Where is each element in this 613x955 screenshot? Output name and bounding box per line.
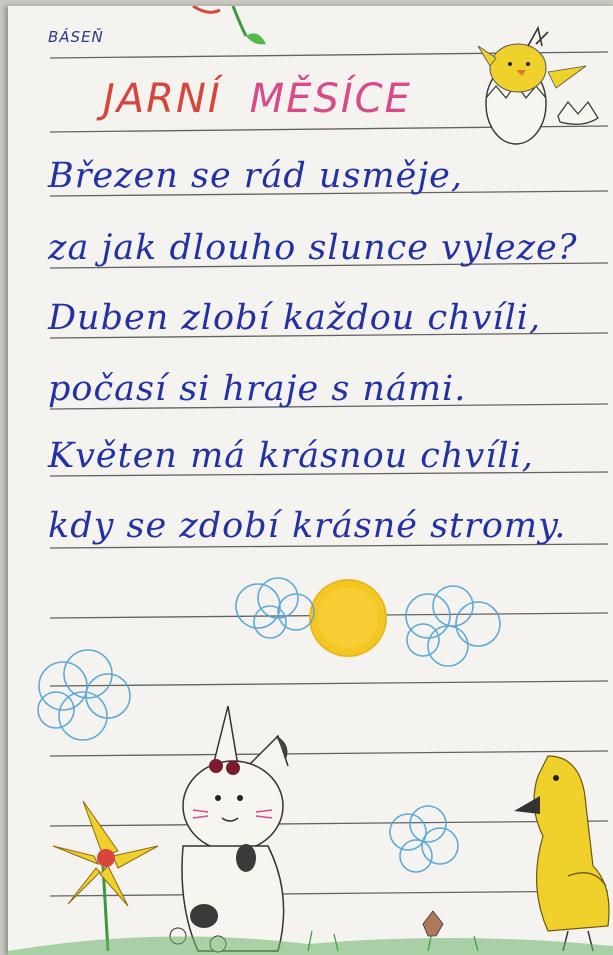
title-word-1: JARNÍ bbox=[103, 76, 222, 122]
poem-line-4: počasí si hraje s námi. bbox=[48, 369, 467, 409]
poem-line-1: Březen se rád usměje, bbox=[48, 156, 464, 196]
poem-line-6: kdy se zdobí krásné stromy. bbox=[48, 506, 567, 546]
notebook-page bbox=[8, 6, 613, 955]
poem-line-2: za jak dlouho slunce vyleze? bbox=[48, 228, 578, 268]
title-word-2: MĚSÍCE bbox=[249, 76, 412, 122]
heading-label: BÁSEŇ bbox=[48, 28, 104, 46]
poem-line-3: Duben zlobí každou chvíli, bbox=[48, 298, 542, 338]
grass bbox=[8, 6, 613, 955]
poem-line-5: Květen má krásnou chvíli, bbox=[48, 436, 534, 476]
